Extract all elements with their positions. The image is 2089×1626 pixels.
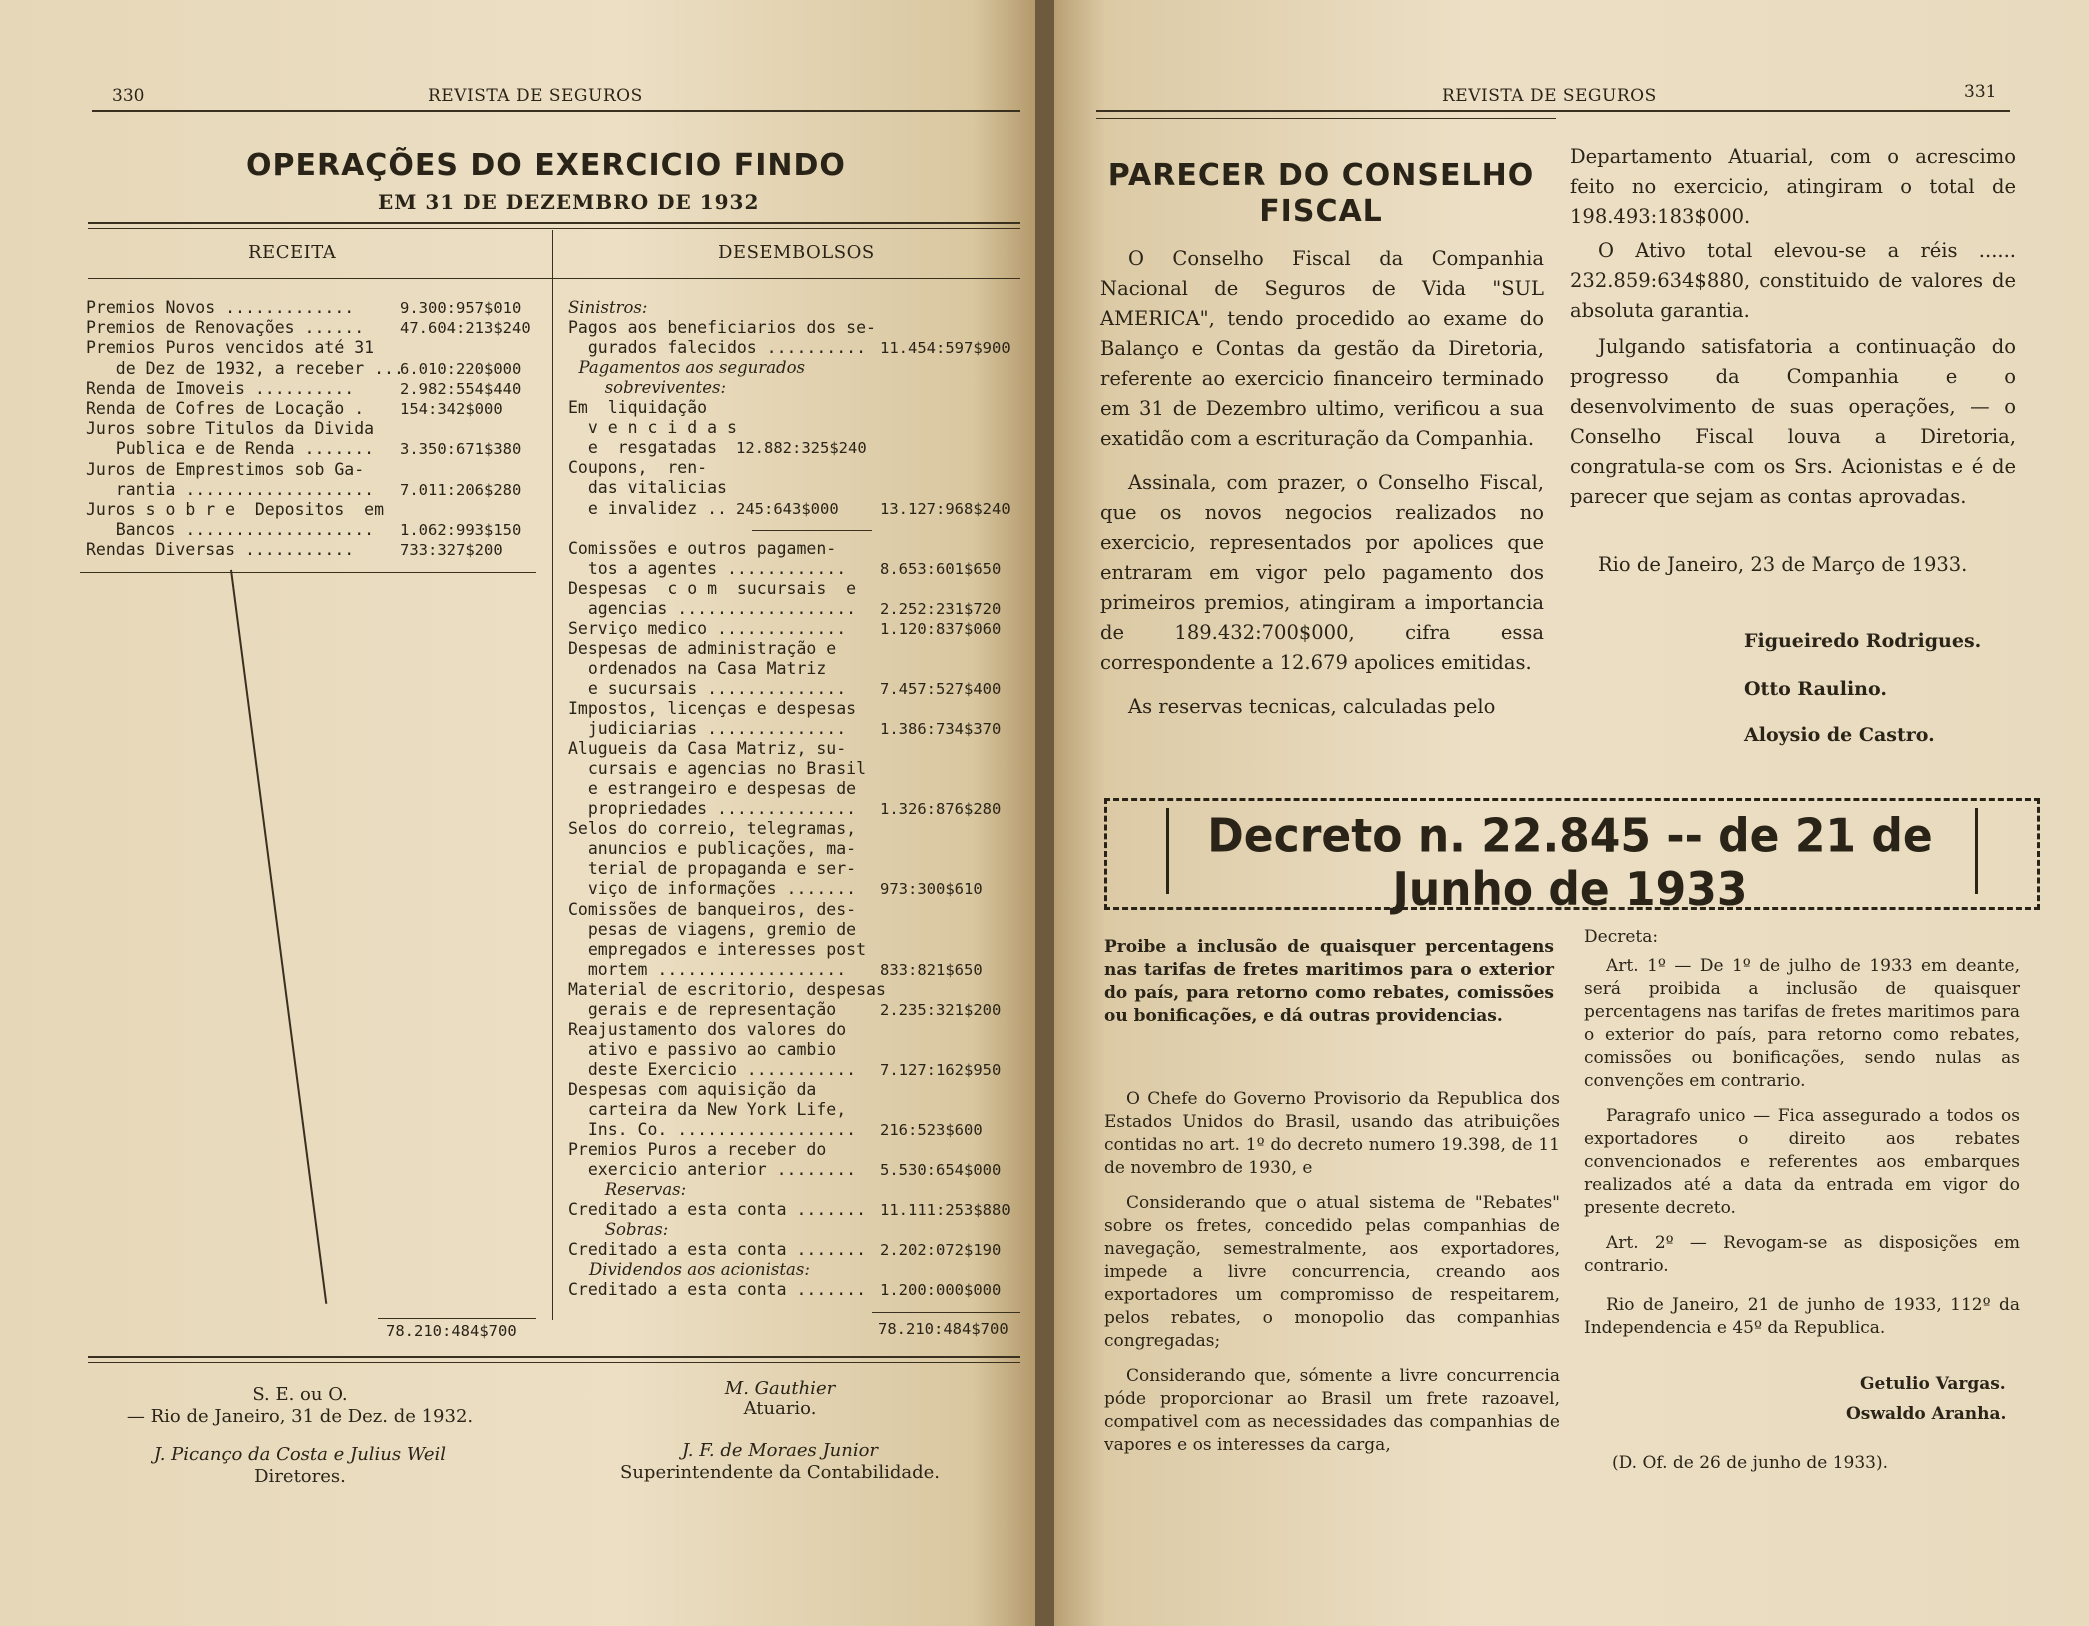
desembolsos-row-amount: 2.202:072$190 xyxy=(880,1241,1002,1260)
signature-aloysio: Aloysio de Castro. xyxy=(1744,724,1935,746)
desembolsos-row-label: Despesas de administração e xyxy=(568,638,837,658)
footer-superintendent-title: Superintendente da Contabilidade. xyxy=(620,1462,940,1483)
desembolsos-row-amount: 216:523$600 xyxy=(880,1121,983,1140)
desembolsos-row-label: Reservas: xyxy=(568,1180,687,1200)
table-bottom-rule-2 xyxy=(88,1362,1020,1363)
parecer-paragraph-1: O Conselho Fiscal da Companhia Nacional de Seguros de Vida "SUL AMERICA", tendo procedido ao exame do Balanço e Contas da gestão da Diretoria, referente ao exercicio financeiro terminado em 31 de Dezembro ultimo, verificou a sua exatidão com a escrituração da Companhia. xyxy=(1100,247,1544,450)
desembolsos-row-label: agencias .................. xyxy=(568,598,857,618)
desembolsos-row-label: Ins. Co. .................. xyxy=(568,1120,857,1140)
desembolsos-row-amount: 13.127:968$240 xyxy=(880,499,1011,518)
decreto-article-2: Art. 2º — Revogam-se as disposições em contrario. xyxy=(1584,1233,2020,1276)
parecer-paragraph-4: Departamento Atuarial, com o acrescimo feito no exercicio, atingiram o total de 198.493:183$000. xyxy=(1570,145,2016,228)
decreto-date: Rio de Janeiro, 21 de junho de 1933, 112º da Independencia e 45º da Republica. xyxy=(1584,1295,2020,1338)
desembolsos-row-amount: 1.120:837$060 xyxy=(880,619,1002,638)
diario-oficial-ref: (D. Of. de 26 de junho de 1933). xyxy=(1612,1453,1889,1473)
footer-actuary-title: Atuario. xyxy=(743,1398,817,1419)
desembolsos-row-label: tos a agentes ............ xyxy=(568,558,847,578)
receita-row-label: Renda de Cofres de Locação . xyxy=(86,399,365,418)
desembolsos-row-label: deste Exercicio ........... xyxy=(568,1059,857,1079)
desembolsos-row-label: Despesas c o m sucursais e xyxy=(568,578,857,598)
desembolsos-row-label: Despesas com aquisição da xyxy=(568,1079,817,1099)
decreto-paragraph-2: Considerando que o atual sistema de "Rebates" sobre os fretes, concedido pelas companhias de navegação, semestralmente, aos exportadores, impede a livre concurrencia, creando aos exportadores um compromisso de respeitarem, pelos rebates, o monopolio das companhias congregadas; xyxy=(1104,1193,1560,1351)
running-head: REVISTA DE SEGUROS xyxy=(428,86,643,106)
footer-directors-title: Diretores. xyxy=(254,1466,346,1487)
desembolsos-row-label: empregados e interesses post xyxy=(568,939,867,959)
desembolsos-total-rule xyxy=(872,1312,1020,1313)
page-number-right: 331 xyxy=(1964,82,1997,102)
page-title: OPERAÇÕES DO EXERCICIO FINDO xyxy=(246,148,846,183)
decreto-paragraph-1: O Chefe do Governo Provisorio da Republica dos Estados Unidos do Brasil, usando das atribuições contidas no art. 1º do decreto numero 19.398, de 11 de novembro de 1930, e xyxy=(1104,1089,1560,1178)
desembolsos-row-label: Impostos, licenças e despesas xyxy=(568,699,857,718)
receita-row-label: Juros de Emprestimos sob Ga- xyxy=(86,459,365,479)
parecer-date: Rio de Janeiro, 23 de Março de 1933. xyxy=(1598,553,1968,576)
desembolsos-row-label: gurados falecidos .......... xyxy=(568,338,867,358)
receita-row-amount: 7.011:206$280 xyxy=(400,480,522,499)
desembolsos-row-label: propriedades .............. xyxy=(568,799,857,819)
decreto-paragraph-3: Considerando que, sómente a livre concurrencia póde proporcionar ao Brasil um frete razoavel, compativel com as necessidades das companhias de vapores e os interesses da carga, xyxy=(1104,1366,1560,1455)
desembolsos-row-label: Selos do correio, telegramas, xyxy=(568,819,857,839)
receita-end-rule xyxy=(80,572,536,573)
signature-oswaldo: Oswaldo Aranha. xyxy=(1846,1404,2007,1424)
receita-row-label: Premios Novos ............. xyxy=(86,298,355,317)
receita-total-rule xyxy=(378,1318,536,1319)
parecer-column-1 xyxy=(1100,244,1544,722)
receita-strike-line xyxy=(230,570,327,1304)
table-bottom-rule xyxy=(88,1356,1020,1358)
footer-seo: S. E. ou O. xyxy=(252,1384,348,1405)
desembolsos-row-subamount: 12.882:325$240 xyxy=(736,439,867,458)
receita-row-label: Bancos ................... xyxy=(86,520,375,540)
column-divider xyxy=(552,230,553,1320)
parecer-paragraph-2: Assinala, com prazer, o Conselho Fiscal, que os novos negocios realizados no exercicio, representados por apolices que entraram em vigor pelo pagamento dos primeiros premios, atingiram a importancia de 189.432:700$000, cifra essa correspondente a 12.679 apolices emitidas. xyxy=(1100,471,1544,674)
desembolsos-row-label: Comissões e outros pagamen- xyxy=(568,538,837,558)
desembolsos-row-label: anuncios e publicações, ma- xyxy=(568,839,857,859)
parecer-title-line2: FISCAL xyxy=(1259,194,1383,229)
desembolsos-row-label: e sucursais .............. xyxy=(568,678,847,698)
subtotal-rule xyxy=(752,530,872,531)
desembolsos-row-label: Sobras: xyxy=(568,1220,669,1240)
desembolsos-row-label: terial de propaganda e ser- xyxy=(568,859,857,879)
desembolsos-total: 78.210:484$700 xyxy=(878,1320,1009,1338)
signature-getulio: Getulio Vargas. xyxy=(1860,1374,2006,1394)
desembolsos-row-amount: 11.454:597$900 xyxy=(880,339,1011,358)
desembolsos-row-label: Reajustamento dos valores do xyxy=(568,1019,847,1039)
decreto-summary: Proibe a inclusão de quaisquer percentagens nas tarifas de fretes maritimos para o exterior do país, para retorno como rebates, comissões ou bonificações, e dá outras providencias. xyxy=(1104,937,1554,1026)
running-head-right: REVISTA DE SEGUROS xyxy=(1442,86,1657,106)
desembolsos-row-subamount: 245:643$000 xyxy=(736,499,839,518)
desembolsos-row-label: viço de informações ....... xyxy=(568,879,857,899)
left-page xyxy=(0,0,1035,1626)
decreto-title: Decreto n. 22.845 -- de 21 de Junho de 1933 xyxy=(1207,809,1933,917)
desembolsos-row-label: Creditado a esta conta ....... xyxy=(568,1280,867,1300)
desembolsos-row-label: cursais e agencias no Brasil xyxy=(568,759,867,779)
receita-row-label: Premios Puros vencidos até 31 xyxy=(86,338,375,358)
table-top-rule xyxy=(88,222,1020,224)
receita-row-label: Renda de Imoveis .......... xyxy=(86,378,355,398)
parecer-paragraph-3: As reservas tecnicas, calculadas pelo xyxy=(1128,695,1496,718)
receita-row-amount: 9.300:957$010 xyxy=(400,299,522,317)
receita-row-label: Juros sobre Titulos da Divida xyxy=(86,419,375,439)
parecer-title-line1: PARECER DO CONSELHO xyxy=(1107,158,1535,193)
desembolsos-row-label: judiciarias .............. xyxy=(568,719,847,739)
desembolsos-column-header: DESEMBOLSOS xyxy=(718,242,875,263)
decreto-article-1: Art. 1º — De 1º de julho de 1933 em deante, será proibida a inclusão de quaisquer percentagens nas tarifas de fretes maritimos para o exterior do país, para retorno como rebates, comissões ou bonificações, sendo nulas as convenções em contrario. xyxy=(1584,956,2020,1091)
receita-row-label: Publica e de Renda ....... xyxy=(86,439,375,459)
receita-total: 78.210:484$700 xyxy=(386,1322,517,1340)
footer-date: — Rio de Janeiro, 31 de Dez. de 1932. xyxy=(126,1406,474,1427)
desembolsos-row-amount: 2.235:321$200 xyxy=(880,1000,1002,1019)
desembolsos-row-label: v e n c i d a s xyxy=(568,418,737,438)
receita-column-header: RECEITA xyxy=(248,242,337,263)
header-rule-right-2 xyxy=(1096,118,1556,119)
page-number: 330 xyxy=(112,86,145,106)
signature-otto: Otto Raulino. xyxy=(1744,678,1887,700)
desembolsos-row-label: e estrangeiro e despesas de xyxy=(568,779,857,799)
receita-row-amount: 3.350:671$380 xyxy=(400,440,522,459)
header-rule-right xyxy=(1096,110,2010,112)
header-rule xyxy=(92,110,1020,112)
footer-superintendent-name: J. F. de Moraes Junior xyxy=(681,1440,879,1461)
signature-figueiredo: Figueiredo Rodrigues. xyxy=(1744,630,1982,652)
desembolsos-row-label: Pagamentos aos segurados xyxy=(568,358,805,378)
desembolsos-row-label: pesas de viagens, gremio de xyxy=(568,919,857,939)
desembolsos-row-label: Creditado a esta conta ....... xyxy=(568,1200,867,1220)
receita-row-label: Juros s o b r e Depositos em xyxy=(86,500,385,519)
desembolsos-row-label: gerais e de representação xyxy=(568,999,837,1019)
desembolsos-row-amount: 833:821$650 xyxy=(880,960,983,979)
desembolsos-row-label: Alugueis da Casa Matriz, su- xyxy=(568,739,847,759)
parecer-paragraph-6: Julgando satisfatoria a continuação do progresso da Companhia e o desenvolvimento de suas operações, — o Conselho Fiscal louva a Diretoria, congratula-se com os Srs. Acionistas e é de parecer que sejam as contas aprovadas. xyxy=(1570,335,2016,508)
receita-row-amount: 6.010:220$000 xyxy=(400,359,522,378)
desembolsos-row-amount: 1.386:734$370 xyxy=(880,720,1002,739)
receita-row-amount: 47.604:213$240 xyxy=(400,319,531,338)
desembolsos-row-amount: 1.326:876$280 xyxy=(880,800,1002,819)
desembolsos-row-label: sobreviventes: xyxy=(568,378,727,398)
receita-row-amount: 2.982:554$440 xyxy=(400,379,522,398)
decreta-label: Decreta: xyxy=(1584,927,1659,947)
desembolsos-row-label: Coupons, ren- xyxy=(568,458,708,478)
decreto-preamble xyxy=(1104,1088,1560,1469)
receita-row-label: rantia ................... xyxy=(86,479,375,499)
desembolsos-row-amount: 11.111:253$880 xyxy=(880,1201,1011,1220)
receita-row-amount: 154:342$000 xyxy=(400,400,503,418)
desembolsos-row-amount: 2.252:231$720 xyxy=(880,599,1002,618)
desembolsos-row-label: carteira da New York Life, xyxy=(568,1100,847,1119)
desembolsos-row-label: Pagos aos beneficiarios dos se- xyxy=(568,318,876,338)
desembolsos-row-label: exercicio anterior ........ xyxy=(568,1160,857,1180)
footer-actuary-name: M. Gauthier xyxy=(724,1378,836,1399)
receita-row-amount: 733:327$200 xyxy=(400,541,503,560)
page-subtitle: EM 31 DE DEZEMBRO DE 1932 xyxy=(378,190,760,214)
desembolsos-row-label: das vitalicias xyxy=(568,478,727,498)
desembolsos-row-label: Creditado a esta conta ....... xyxy=(568,1240,867,1260)
header-bottom-rule xyxy=(88,278,1020,279)
desembolsos-row-label: Serviço medico ............. xyxy=(568,618,847,638)
receita-row-label: de Dez de 1932, a receber ... xyxy=(86,358,404,378)
desembolsos-row-label: ativo e passivo ao cambio xyxy=(568,1039,837,1059)
parecer-paragraph-5: O Ativo total elevou-se a réis ...... 232.859:634$880, constituido de valores de absoluta garantia. xyxy=(1570,239,2016,322)
table-top-rule-2 xyxy=(88,228,1020,229)
desembolsos-row-label: Comissões de banqueiros, des- xyxy=(568,899,857,919)
receita-row-label: Rendas Diversas ........... xyxy=(86,540,355,560)
desembolsos-row-label: Em liquidação xyxy=(568,398,708,418)
decreto-paragrafo-unico: Paragrafo unico — Fica assegurado a todos os exportadores o direito aos rebates convencionados e referentes aos embarques realizados até a data da entrada em vigor do presente decreto. xyxy=(1584,1106,2020,1218)
receita-row-label: Premios de Renovações ...... xyxy=(86,318,365,338)
desembolsos-row-amount: 973:300$610 xyxy=(880,880,983,899)
receita-row-amount: 1.062:993$150 xyxy=(400,521,522,540)
desembolsos-row-amount: 8.653:601$650 xyxy=(880,559,1002,578)
book-gutter xyxy=(1035,0,1054,1626)
desembolsos-row-label: mortem ................... xyxy=(568,959,847,979)
desembolsos-row-label: Dividendos aos acionistas: xyxy=(568,1260,810,1280)
desembolsos-row-amount: 5.530:654$000 xyxy=(880,1161,1002,1180)
footer-directors-names: J. Picanço da Costa e Julius Weil xyxy=(153,1444,447,1465)
decreto-articles xyxy=(1584,926,2020,1352)
parecer-column-2 xyxy=(1570,142,2016,512)
desembolsos-row-label: Premios Puros a receber do xyxy=(568,1140,827,1160)
desembolsos-row-label: ordenados na Casa Matriz xyxy=(568,658,827,678)
desembolsos-row-amount: 7.127:162$950 xyxy=(880,1060,1002,1079)
desembolsos-row-amount: 1.200:000$000 xyxy=(880,1281,1002,1300)
desembolsos-row-label: Sinistros: xyxy=(568,298,648,317)
desembolsos-row-amount: 7.457:527$400 xyxy=(880,679,1002,698)
desembolsos-row-label: e resgatadas xyxy=(568,438,718,458)
desembolsos-row-label: Material de escritorio, despesas xyxy=(568,979,886,999)
desembolsos-row-label: e invalidez .. xyxy=(568,498,727,518)
